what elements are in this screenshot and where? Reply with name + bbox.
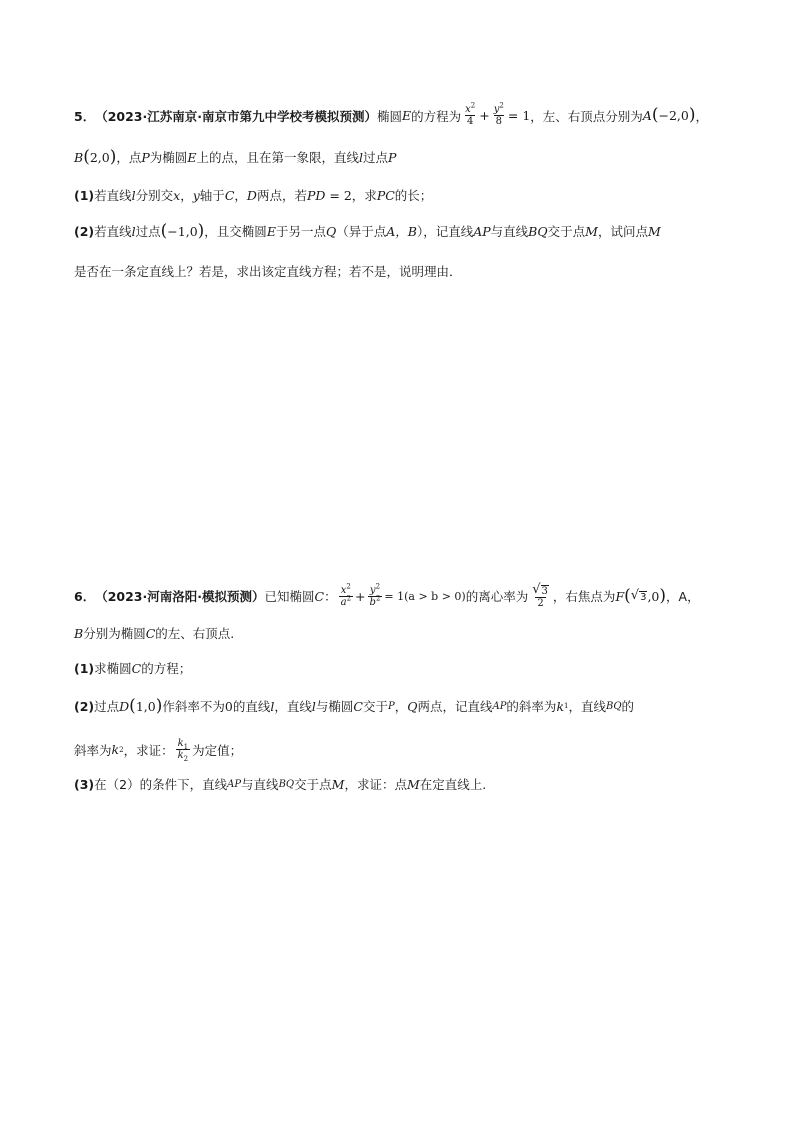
q6-text: 两点，记直线 bbox=[417, 699, 493, 714]
q5-number: 5． bbox=[74, 108, 96, 124]
q5-text: ，且交椭圆 bbox=[204, 224, 267, 239]
q6-zero: 0 bbox=[224, 698, 233, 714]
q6-var-C: C bbox=[145, 625, 156, 641]
q6-text: 与直线 bbox=[241, 777, 279, 792]
q5-text: 是否在一条定直线上？若是，求出该定直线方程；若不是，说明理由． bbox=[74, 264, 462, 279]
q6-colon: ： bbox=[324, 589, 337, 604]
q6-text: ，求证： bbox=[123, 742, 174, 758]
q6-frac-x2-a2: $\frac{x^2}{a^2}$ bbox=[340, 582, 352, 608]
q5-text: 分别交 bbox=[135, 188, 174, 203]
q6-text: 的左、右顶点. bbox=[155, 626, 235, 641]
q6-var-D: D bbox=[119, 698, 130, 714]
q5-text: 的长； bbox=[394, 188, 433, 203]
q6-part-2-cont: 斜率为 k 2 ，求证： $\frac{k_1}{k_2}$ 为定值； bbox=[74, 738, 243, 763]
q5-var-x: x bbox=[173, 187, 181, 203]
q5-var-l: l bbox=[358, 149, 363, 165]
q5-eq: = 1 bbox=[507, 108, 531, 123]
q5-text: 上的点，且在第一象限，直线 bbox=[196, 150, 359, 165]
q6-var-BQ: BQ bbox=[278, 778, 295, 790]
q6-text: ， bbox=[394, 699, 408, 714]
q6-var-C: C bbox=[131, 660, 142, 676]
q5-text: ，点 bbox=[116, 150, 142, 165]
q6-frac-sqrt3-2: √ 3 2 bbox=[532, 582, 548, 609]
q5-part-2-cont bbox=[74, 262, 734, 280]
q6-var-C: C bbox=[314, 588, 325, 604]
q5-var-AP: AP bbox=[473, 223, 491, 239]
q6-number: 6． bbox=[74, 589, 96, 604]
q6-text: 斜率为 bbox=[74, 742, 112, 758]
q6-text: 为定值； bbox=[192, 742, 243, 758]
q6-part-2-label: (2) bbox=[74, 698, 95, 714]
q6-text: 交于点 bbox=[294, 777, 332, 792]
q5-text: 与直线 bbox=[490, 224, 529, 239]
q5-var-PD: PD bbox=[306, 187, 326, 203]
q5-var-D: D bbox=[246, 187, 257, 203]
q5-text: （异于点 bbox=[336, 224, 387, 239]
q5-var-l: l bbox=[131, 223, 136, 239]
q5-frac-x2-4: $\frac{x^2}{4}$ bbox=[465, 101, 476, 127]
q5-A-coord: −2,0 bbox=[658, 108, 689, 123]
q5-text: ，求 bbox=[351, 188, 377, 203]
q6-text: 分别为椭圆 bbox=[83, 626, 146, 641]
q5-text: 椭圆 bbox=[377, 108, 403, 124]
q5-var-Q: Q bbox=[325, 223, 337, 239]
q5-var-A: A bbox=[642, 108, 652, 123]
q6-text: 已知椭圆 bbox=[264, 589, 315, 604]
q6-var-AP: AP bbox=[227, 778, 242, 790]
q5-var-C: C bbox=[224, 187, 235, 203]
q5-line-2: B ( 2,0 ) ，点 P 为椭圆 E 上的点，且在第一象限，直线 l 过点 P bbox=[74, 146, 397, 167]
q5-part-1-label: (1) bbox=[74, 187, 95, 203]
q5-var-M: M bbox=[647, 223, 661, 239]
q6-text: 与椭圆 bbox=[315, 699, 354, 714]
q6-part-3 bbox=[74, 775, 734, 793]
q5-text: 的方程为 bbox=[411, 108, 462, 124]
q6-text: ，A， bbox=[666, 589, 700, 604]
q5-var-E: E bbox=[402, 108, 412, 123]
q6-part-2: (2) 过点 D ( 1,0 ) 作斜率不为 0 的直线 l ，直线 l 与椭圆 C 交于 P ， Q 两点，记直线 AP 的斜率为 k 1 ，直线 BQ 的 bbox=[74, 695, 635, 716]
q6-var-F: F bbox=[615, 588, 625, 604]
q6-var-AP: AP bbox=[492, 700, 507, 712]
q5-var-y: y bbox=[192, 187, 200, 203]
q5-var-BQ: BQ bbox=[528, 223, 548, 239]
q5-var-l: l bbox=[131, 187, 136, 203]
q5-part-2: (2) 若直线 l 过点 ( −1,0 ) ，且交椭圆 E 于另一点 Q （异于点 A，B ），记直线 AP 与直线 BQ 交于点 M ，试问点 M bbox=[74, 220, 661, 241]
q5-var-M: M bbox=[585, 223, 598, 239]
q5-B-coord: 2,0 bbox=[89, 149, 110, 165]
q5-part-2-label: (2) bbox=[74, 223, 95, 239]
q6-text: 在（2）的条件下，直线 bbox=[94, 777, 228, 792]
q6-text: 求椭圆 bbox=[94, 661, 132, 676]
q5-point: −1,0 bbox=[167, 223, 198, 239]
q6-text: ，右焦点为 bbox=[552, 589, 616, 604]
q5-var-AB: A，B bbox=[386, 224, 417, 239]
q6-text: 的 bbox=[621, 699, 635, 714]
q5-var-E: E bbox=[187, 149, 197, 165]
q5-text: 过点 bbox=[362, 150, 388, 165]
q6-plus: + bbox=[355, 588, 366, 604]
q6-text: 的斜率为 bbox=[506, 699, 557, 714]
q5-text: 若直线 bbox=[94, 224, 132, 239]
q6-text: 的方程； bbox=[141, 661, 192, 676]
q5-text: 交于点 bbox=[547, 224, 586, 239]
q6-line-1: 6． （2023·河南洛阳·模拟预测） 已知椭圆 C ： $\frac{x^2}{a^2}$ + $\frac{y^2}{b^2}$ = 1(a > b > 0) 的离心率为 √ 3 2 ，右焦点为 F ( √ 3 ,0 ) ，A， bbox=[74, 582, 700, 609]
q5-plus: + bbox=[479, 108, 490, 123]
q6-var-k2: k bbox=[111, 742, 120, 757]
q6-text: ，求证：点 bbox=[344, 777, 407, 792]
q6-var-M: M bbox=[406, 776, 420, 792]
q6-var-l: l bbox=[270, 698, 275, 714]
q5-text: ，试问点 bbox=[597, 224, 648, 239]
q5-comma: ， bbox=[695, 108, 708, 124]
q5-eq2: = 2 bbox=[329, 187, 352, 203]
q6-var-Q: Q bbox=[407, 698, 418, 714]
q6-text: 的离心率为 bbox=[465, 589, 529, 604]
q5-text: 两点，若 bbox=[256, 188, 307, 203]
q5-text: 过点 bbox=[135, 224, 161, 239]
q5-var-E: E bbox=[266, 223, 276, 239]
q5-source: （2023·江苏南京·南京市第九中学校考模拟预测） bbox=[95, 108, 377, 124]
q6-text: 交于 bbox=[362, 699, 388, 714]
q6-var-P: P bbox=[387, 700, 395, 712]
q6-part-1-label: (1) bbox=[74, 660, 95, 676]
q6-text: ，直线 bbox=[274, 699, 312, 714]
q5-var-P: P bbox=[141, 149, 150, 165]
q6-F-coord: ,0 bbox=[647, 588, 660, 604]
q5-text: ），记直线 bbox=[416, 224, 474, 239]
q6-source: （2023·河南洛阳·模拟预测） bbox=[95, 589, 265, 604]
q6-var-C: C bbox=[353, 698, 363, 714]
q6-condition: = 1(a > b > 0) bbox=[384, 589, 466, 603]
q5-part-1: (1) 若直线 l 分别交 x ， y 轴于 C ， D 两点，若 PD = 2 ，求 PC 的长； bbox=[74, 187, 433, 203]
q6-frac-y2-b2: $\frac{y^2}{b^2}$ bbox=[369, 582, 381, 608]
q6-D-coord: 1,0 bbox=[135, 698, 156, 714]
q6-part-3-label: (3) bbox=[74, 776, 95, 792]
q5-text: 于另一点 bbox=[275, 224, 326, 239]
q5-line-1: 5． （2023·江苏南京·南京市第九中学校考模拟预测） 椭圆 E 的方程为 $\frac{x^2}{4}$ + $\frac{y^2}{8}$ = 1 ，左、右顶点分别为 A ( −2,0 ) ， bbox=[74, 101, 708, 127]
q5-var-PC: PC bbox=[376, 187, 395, 203]
q5-var-P: P bbox=[387, 149, 397, 165]
q6-frac-k1-k2: $\frac{k_1}{k_2}$ bbox=[177, 738, 189, 763]
q6-var-B: B bbox=[74, 625, 84, 641]
q5-text: ，左、右顶点分别为 bbox=[530, 108, 643, 124]
q6-var-M: M bbox=[331, 776, 345, 792]
q5-text: 若直线 bbox=[94, 188, 132, 203]
q6-var-BQ: BQ bbox=[606, 700, 622, 712]
q6-text: 作斜率不为 bbox=[162, 699, 225, 714]
q6-var-l: l bbox=[311, 698, 316, 714]
q5-text: 为椭圆 bbox=[149, 150, 188, 165]
q6-text: 过点 bbox=[94, 699, 120, 714]
q5-text: 轴于 bbox=[199, 188, 225, 203]
q6-text: ，直线 bbox=[568, 699, 606, 714]
q6-part-1 bbox=[74, 659, 734, 677]
q6-text: 的直线 bbox=[232, 699, 271, 714]
q5-frac-y2-8: $\frac{y^2}{8}$ bbox=[493, 101, 504, 127]
q6-var-k1: k bbox=[556, 698, 565, 714]
q6-text: 在定直线上. bbox=[419, 777, 487, 792]
q6-line-2 bbox=[74, 624, 734, 642]
q5-var-B: B bbox=[74, 149, 84, 165]
